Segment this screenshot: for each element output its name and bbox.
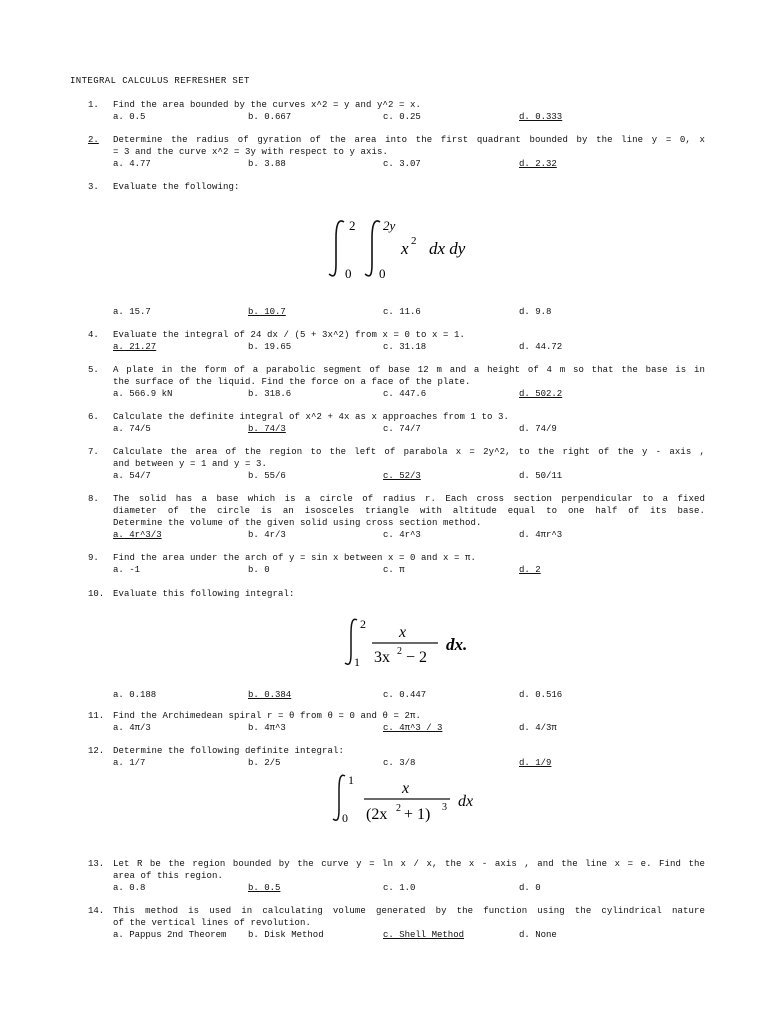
question-13 xyxy=(88,858,708,894)
question-text: of the vertical lines of revolution. xyxy=(113,918,312,928)
question-text: = 3 and the curve x^2 = 3y with respect to y axis. xyxy=(113,147,389,157)
upper-limit: 1 xyxy=(348,773,354,787)
question-text: Evaluate the integral of 24 dx / (5 + 3x^2) from x = 0 to x = 1. xyxy=(113,330,466,340)
denominator-rest: − 2 xyxy=(406,649,428,666)
question-text: Evaluate this following integral: xyxy=(113,589,295,599)
question-number: 5. xyxy=(88,365,99,375)
option-d-answer: d. 1/9 xyxy=(519,758,552,768)
question-text: A plate in the form of a parabolic segment of base 12 m and a height of 4 m so that the base is in xyxy=(113,365,705,375)
option-a: a. 566.9 kN xyxy=(113,389,173,399)
formula-q12 xyxy=(330,768,500,828)
option-a-answer: a. 21.27 xyxy=(113,342,157,352)
question-number: 12. xyxy=(88,746,105,756)
option-c: c. 0.25 xyxy=(383,112,421,122)
question-text: Calculate the area of the region to the left of parabola x = 2y^2, to the right of the y - axis , xyxy=(113,447,705,457)
question-text: Determine the volume of the given solid using cross section method. xyxy=(113,518,482,528)
document-title: INTEGRAL CALCULUS REFRESHER SET xyxy=(70,76,250,86)
question-1 xyxy=(88,99,708,123)
option-a: a. 54/7 xyxy=(113,471,151,481)
question-6 xyxy=(88,411,708,435)
option-d: d. 9.8 xyxy=(519,307,552,317)
option-a: a. 15.7 xyxy=(113,307,151,317)
answer-options xyxy=(113,929,708,941)
answer-options xyxy=(113,111,708,123)
option-c: c. 3.07 xyxy=(383,159,421,169)
option-d: d. 4/3π xyxy=(519,723,557,733)
numerator: x xyxy=(399,624,407,641)
option-c: c. π xyxy=(383,565,405,575)
option-b: b. Disk Method xyxy=(248,930,324,940)
option-d: d. 4πr^3 xyxy=(519,530,563,540)
option-c-answer: c. 52/3 xyxy=(383,471,421,481)
option-b: b. 318.6 xyxy=(248,389,292,399)
question-number: 13. xyxy=(88,859,105,869)
option-b: b. 0.667 xyxy=(248,112,292,122)
question-number: 14. xyxy=(88,906,105,916)
question-text: the surface of the liquid. Find the force on a face of the plate. xyxy=(113,377,471,387)
option-d-answer: d. 2 xyxy=(519,565,541,575)
option-c-answer: c. Shell Method xyxy=(383,930,465,940)
question-text: Evaluate the following: xyxy=(113,182,240,192)
question-text: Find the area under the arch of y = sin x between x = 0 and x = π. xyxy=(113,553,477,563)
question-number: 7. xyxy=(88,447,99,457)
option-b-answer: b. 0.5 xyxy=(248,883,281,893)
option-a: a. 74/5 xyxy=(113,424,151,434)
denominator-power: 3 xyxy=(442,802,447,813)
option-d: d. 0 xyxy=(519,883,541,893)
formula-q3 xyxy=(325,210,505,282)
question-number: 2. xyxy=(88,135,99,145)
question-text: Calculate the definite integral of x^2 + 4x as x approaches from 1 to 3. xyxy=(113,412,510,422)
option-d: d. 74/9 xyxy=(519,424,557,434)
question-text: diameter of the circle is an isosceles triangle with altitude equal to one half of its base. xyxy=(113,506,705,516)
upper-limit-inner: 2y xyxy=(383,218,396,233)
question-text: Find the Archimedean spiral r = θ from θ = 0 and θ = 2π. xyxy=(113,711,422,721)
lower-limit-outer: 0 xyxy=(345,266,352,281)
question-text: Determine the radius of gyration of the area into the first quadrant bounded by the line y = 0, x xyxy=(113,135,705,145)
lower-limit-inner: 0 xyxy=(379,266,386,281)
differentials: dx dy xyxy=(429,239,466,258)
option-d-answer: d. 0.333 xyxy=(519,112,563,122)
option-c: c. 11.6 xyxy=(383,307,421,317)
question-number: 11. xyxy=(88,711,105,721)
question-14 xyxy=(88,905,708,941)
option-b-answer: b. 10.7 xyxy=(248,307,286,317)
option-b: b. 0 xyxy=(248,565,270,575)
option-b: b. 4π^3 xyxy=(248,723,286,733)
option-a: a. 0.188 xyxy=(113,690,157,700)
integrand-exponent: 2 xyxy=(411,235,417,247)
question-9 xyxy=(88,552,708,576)
option-a: a. 4π/3 xyxy=(113,723,151,733)
upper-limit: 2 xyxy=(360,617,366,631)
option-b: b. 19.65 xyxy=(248,342,292,352)
integral-sign-outer xyxy=(329,221,344,276)
answer-options xyxy=(113,722,708,734)
denominator-exponent: 2 xyxy=(396,803,401,814)
lower-limit: 0 xyxy=(342,811,348,825)
denominator-base: 3x xyxy=(374,649,390,666)
differential: dx. xyxy=(446,635,468,654)
question-number: 4. xyxy=(88,330,99,340)
question-number: 9. xyxy=(88,553,99,563)
option-a: a. Pappus 2nd Theorem xyxy=(113,930,227,940)
denominator-exponent: 2 xyxy=(397,646,402,657)
question-12 xyxy=(88,745,708,769)
option-d: d. 44.72 xyxy=(519,342,563,352)
option-c: c. 1.0 xyxy=(383,883,416,893)
denominator-open: (2x xyxy=(366,806,388,823)
option-d-answer: d. 2.32 xyxy=(519,159,557,169)
question-number: 8. xyxy=(88,494,99,504)
numerator: x xyxy=(402,780,410,797)
option-a-answer: a. 4r^3/3 xyxy=(113,530,162,540)
option-d-answer: d. 502.2 xyxy=(519,389,563,399)
question-text: Find the area bounded by the curves x^2 = y and y^2 = x. xyxy=(113,100,422,110)
answer-options xyxy=(113,388,708,400)
question-number: 1. xyxy=(88,100,99,110)
question-text: area of this region. xyxy=(113,871,224,881)
question-number: 6. xyxy=(88,412,99,422)
answer-options xyxy=(113,423,708,435)
question-text: Determine the following definite integral: xyxy=(113,746,345,756)
question-5 xyxy=(88,364,708,400)
option-b: b. 3.88 xyxy=(248,159,286,169)
option-a: a. 4.77 xyxy=(113,159,151,169)
answer-options xyxy=(113,470,708,482)
option-a: a. 0.5 xyxy=(113,112,146,122)
option-d: d. 0.516 xyxy=(519,690,563,700)
differential: dx xyxy=(458,793,474,810)
option-b-answer: b. 74/3 xyxy=(248,424,286,434)
option-b: b. 55/6 xyxy=(248,471,286,481)
answer-options xyxy=(113,158,708,170)
question-8 xyxy=(88,493,708,541)
option-d: d. None xyxy=(519,930,557,940)
answer-options xyxy=(113,882,708,894)
lower-limit: 1 xyxy=(354,655,360,669)
option-b-answer: b. 0.384 xyxy=(248,690,292,700)
question-4 xyxy=(88,329,708,353)
option-b: b. 4r/3 xyxy=(248,530,286,540)
option-c: c. 31.18 xyxy=(383,342,427,352)
question-number: 3. xyxy=(88,182,99,192)
answer-options xyxy=(113,341,708,353)
question-11 xyxy=(88,710,708,734)
answer-options xyxy=(113,529,708,541)
option-c: c. 4r^3 xyxy=(383,530,421,540)
formula-q10 xyxy=(342,612,482,672)
option-c-answer: c. 4π^3 / 3 xyxy=(383,723,443,733)
question-number: 10. xyxy=(88,589,105,599)
question-text: and between y = 1 and y = 3. xyxy=(113,459,268,469)
option-c: c. 3/8 xyxy=(383,758,416,768)
upper-limit-outer: 2 xyxy=(349,218,356,233)
question-text: The solid has a base which is a circle of radius r. Each cross section perpendicular to a fixed xyxy=(113,494,705,504)
integral-sign-inner xyxy=(365,221,380,276)
option-a: a. 1/7 xyxy=(113,758,146,768)
question-text: This method is used in calculating volume generated by the function using the cylindrical nature xyxy=(113,906,705,916)
option-c: c. 447.6 xyxy=(383,389,427,399)
answer-options xyxy=(113,689,708,701)
option-c: c. 74/7 xyxy=(383,424,421,434)
question-7 xyxy=(88,446,708,482)
option-a: a. -1 xyxy=(113,565,141,575)
option-d: d. 50/11 xyxy=(519,471,563,481)
question-text: Let R be the region bounded by the curve y = ln x / x, the x - axis , and the line x = e. Find the xyxy=(113,859,705,869)
option-c: c. 0.447 xyxy=(383,690,427,700)
answer-options xyxy=(113,306,708,318)
answer-options xyxy=(113,564,708,576)
question-2 xyxy=(88,134,708,170)
denominator-close: + 1) xyxy=(404,806,431,823)
integrand-variable: x xyxy=(401,239,409,258)
option-a: a. 0.8 xyxy=(113,883,146,893)
option-b: b. 2/5 xyxy=(248,758,281,768)
